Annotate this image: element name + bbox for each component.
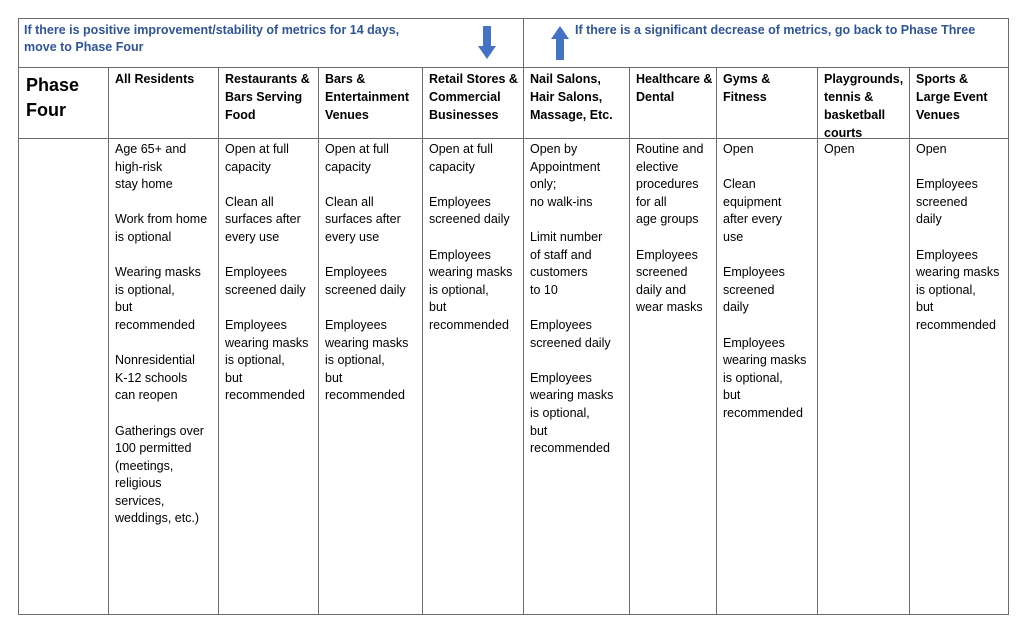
phase-label: Phase Four xyxy=(26,75,80,120)
arrow-down-icon xyxy=(477,26,497,60)
guideline-item: Limit number of staff and customers to 10 xyxy=(530,229,603,297)
guideline-item: Employees screened daily xyxy=(723,265,785,315)
arrow-up-icon xyxy=(550,26,570,60)
column-divider xyxy=(422,67,423,615)
column-header: Healthcare & Dental xyxy=(636,72,713,104)
guideline-item: Age 65+ and high-risk stay home xyxy=(115,142,187,192)
column-header: All Residents xyxy=(115,72,195,86)
column-cell xyxy=(530,141,627,458)
guideline-item: Open by Appointment only; no walk-ins xyxy=(530,142,601,209)
guideline-item: Gatherings over 100 permitted (meetings, religious services, weddings, etc.) xyxy=(115,423,204,526)
column-header: Restaurants & Bars Serving Food xyxy=(225,72,310,122)
guideline-item: Open at full capacity xyxy=(325,142,389,174)
guideline-item: Wearing masks is optional, but recommended xyxy=(115,265,201,332)
column-header: Bars & Entertainment Venues xyxy=(325,72,410,122)
guideline-item: Employees screened daily xyxy=(429,194,510,227)
column-cell xyxy=(636,141,721,317)
guideline-item: Employees screened daily xyxy=(916,177,978,227)
guideline-item: Employees wearing masks is optional, but recommended xyxy=(225,317,309,403)
table-border-left xyxy=(18,18,19,615)
guideline-item: Employees wearing masks is optional, but recommended xyxy=(325,317,409,403)
guideline-item: Clean all surfaces after every use xyxy=(325,194,401,244)
guideline-item: Open xyxy=(824,142,855,156)
column-header: Nail Salons, Hair Salons, Massage, Etc. xyxy=(530,72,613,122)
column-cell xyxy=(325,141,420,405)
column-divider xyxy=(318,67,319,615)
column-cell xyxy=(225,141,317,405)
column-divider xyxy=(817,67,818,615)
banner-right-text: If there is a significant decrease of metrics, go back to Phase Three xyxy=(575,23,976,37)
guideline-item: Routine and elective procedures for all age groups xyxy=(636,142,704,227)
column-cell xyxy=(429,141,521,335)
table-border-bottom xyxy=(18,614,1009,615)
column-cell xyxy=(115,141,215,528)
column-divider xyxy=(108,67,109,615)
column-header: Retail Stores & Commercial Businesses xyxy=(429,72,518,122)
guideline-item: Employees wearing masks is optional, but recommended xyxy=(916,247,1000,332)
column-cell xyxy=(916,141,1006,335)
column-header: Sports & Large Event Venues xyxy=(916,72,988,122)
guideline-item: Employees wearing masks is optional, but recommended xyxy=(429,247,513,332)
guideline-item: Open xyxy=(916,142,947,156)
phase-four-table xyxy=(18,18,1009,615)
banner-divider xyxy=(523,18,524,68)
guideline-item: Clean all surfaces after every use xyxy=(225,194,301,244)
column-header: Gyms & Fitness xyxy=(723,72,771,104)
column-divider xyxy=(218,67,219,615)
guideline-item: Employees screened daily and wear masks xyxy=(636,247,703,315)
column-cell xyxy=(723,141,815,423)
column-header: Playgrounds, tennis & basketball courts xyxy=(824,72,904,140)
guideline-item: Employees wearing masks is optional, but recommended xyxy=(530,370,614,456)
guideline-item: Work from home is optional xyxy=(115,212,208,244)
guideline-item: Employees screened daily xyxy=(225,265,306,297)
column-cell xyxy=(824,141,910,159)
column-divider xyxy=(523,67,524,615)
table-border-right xyxy=(1008,18,1009,615)
guideline-item: Clean equipment after every use xyxy=(723,177,783,244)
banner-left-text: If there is positive improvement/stability of metrics for 14 days, move to Phase Four xyxy=(24,23,400,54)
guideline-item: Employees wearing masks is optional, but recommended xyxy=(723,335,807,420)
guideline-item: Employees screened daily xyxy=(325,265,406,297)
table-banner-divider xyxy=(18,67,1009,68)
table-border-top xyxy=(18,18,1009,19)
guideline-item: Employees screened daily xyxy=(530,317,611,350)
guideline-item: Open xyxy=(723,142,754,156)
guideline-item: Open at full capacity xyxy=(429,142,493,174)
guideline-item: Open at full capacity xyxy=(225,142,289,174)
column-divider xyxy=(629,67,630,615)
guideline-item: Nonresidential K-12 schools can reopen xyxy=(115,353,195,403)
